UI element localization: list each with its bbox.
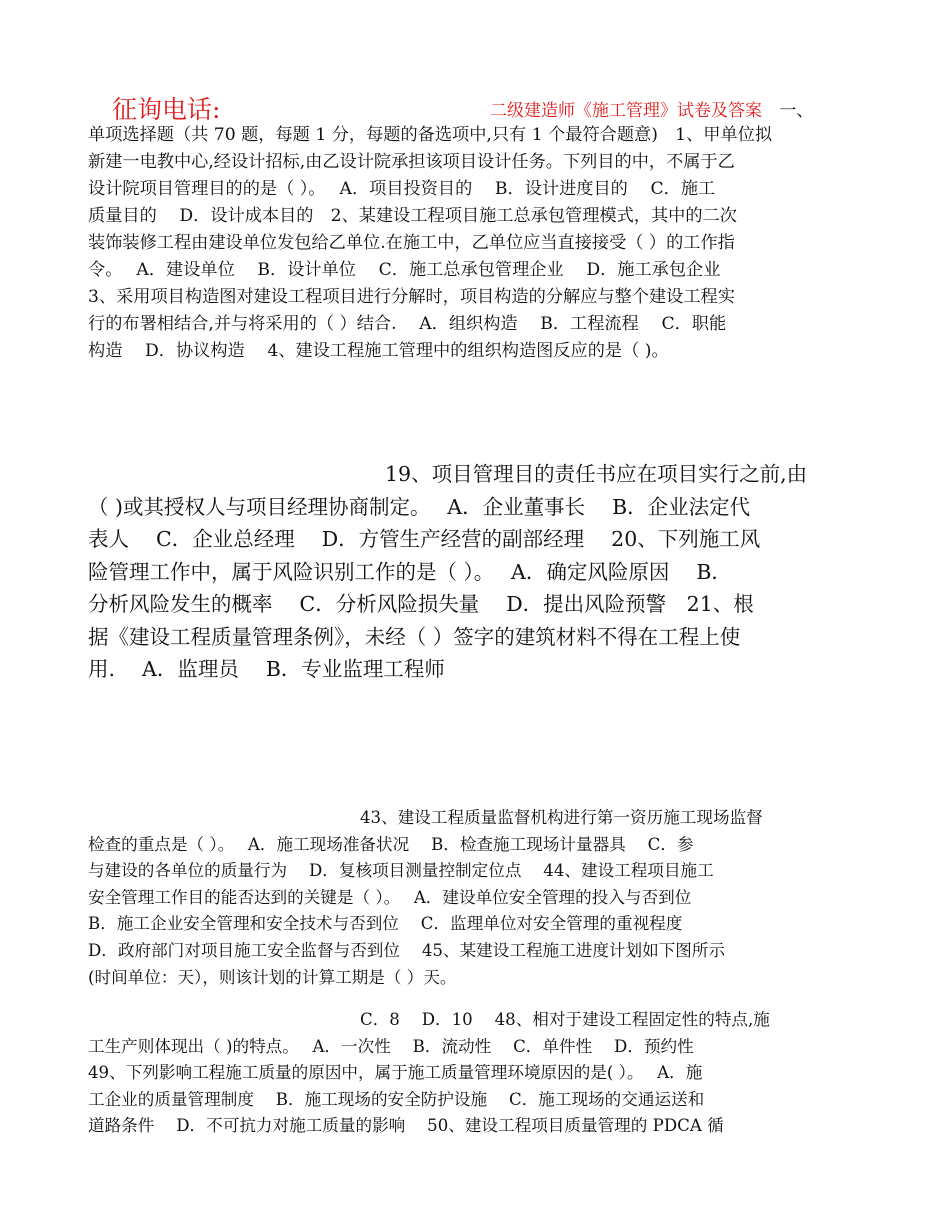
question-block-1 [88, 122, 858, 365]
text-line: C．8 D．10 48、相对于建设工程固定性的特点,施 [360, 1010, 770, 1029]
text-line: 工企业的质量管理制度 B．施工现场的安全防护设施 C．施工现场的交通运送和 [88, 1089, 705, 1109]
text-line: 构造 D．协议构造 4、建设工程施工管理中的组织构造图反应的是（ )。 [88, 341, 669, 361]
header-right-title [490, 96, 813, 121]
section-number: 一、 [779, 101, 814, 121]
text-line: 道路条件 D．不可抗力对施工质量的影响 50、建设工程项目质量管理的 PDCA 循 [88, 1116, 724, 1136]
question-block-4 [88, 1007, 858, 1140]
header-left-title: 征询电话: [112, 95, 221, 124]
text-line: 质量目的 D．设计成本目的 2、某建设工程项目施工总承包管理模式，其中的二次 [88, 206, 737, 226]
text-line: B．施工企业安全管理和安全技术与否到位 C．监理单位对安全管理的重视程度 [88, 914, 683, 934]
text-line: (时间单位：天），则该计划的计算工期是（ ）天。 [88, 967, 457, 987]
text-line: 43、建设工程质量监督机构进行第一资历施工现场监督 [360, 808, 763, 827]
text-line: 据《建设工程质量管理条例》，未经（ ）签字的建筑材料不得在工程上使 [88, 624, 741, 649]
text-line: 装饰装修工程由建设单位发包给乙单位.在施工中，乙单位应当直接接受（ ）的工作指 [88, 233, 735, 253]
text-line: 表人 C．企业总经理 D．方管生产经营的副部经理 20、下列施工风 [88, 527, 761, 551]
text-line: 单项选择题（共 70 题，每题 1 分，每题的备选项中,只有 1 个最符合题意) 1、甲单位拟 [88, 125, 773, 145]
text-line: 令。 A．建设单位 B．设计单位 C．施工总承包管理企业 D．施工承包企业 [88, 260, 721, 280]
text-line: 行的布署相结合,并与将采用的（ ）结合. A．组织构造 B．工程流程 C．职能 [88, 314, 727, 334]
question-block-3 [88, 805, 858, 991]
text-line: 检查的重点是（ ）。 A．施工现场准备状况 B．检查施工现场计量器具 C．参 [88, 834, 694, 854]
text-line: 用. A．监理员 B．专业监理工程师 [88, 657, 445, 681]
text-line: D．政府部门对项目施工安全监督与否到位 45、某建设工程施工进度计划如下图所示 [88, 940, 726, 960]
text-line: 3、采用项目构造图对建设工程项目进行分解时，项目构造的分解应与整个建设工程实 [88, 287, 735, 307]
exam-title: 二级建造师《施工管理》试卷及答案 [490, 101, 762, 121]
text-line: 49、下列影响工程施工质量的原因中，属于施工质量管理环境原因的是( ）。 A．施 [88, 1063, 703, 1083]
text-line: 新建一电教中心,经设计招标,由乙设计院承担该项目设计任务。下列目的中，不属于乙 [88, 152, 735, 172]
text-line: 分析风险发生的概率 C．分析风险损失量 D．提出风险预警 21、根 [88, 592, 754, 616]
text-line: 安全管理工作目的能否达到的关键是（ ）。 A．建设单位安全管理的投入与否到位 [88, 887, 692, 907]
text-line: 19、项目管理目的责任书应在项目实行之前,由 [385, 462, 808, 486]
text-line: 与建设的各单位的质量行为 D．复核项目测量控制定位点 44、建设工程项目施工 [88, 861, 714, 881]
text-line: 工生产则体现出（ )的特点。 A．一次性 B．流动性 C．单件性 D．预约性 [88, 1036, 694, 1056]
text-line: 设计院项目管理目的的是（ ）。 A．项目投资目的 B．设计进度目的 C．施工 [88, 179, 716, 199]
text-line: （ )或其授权人与项目经理协商制定。 A．企业董事长 B．企业法定代 [88, 494, 751, 519]
text-line: 险管理工作中，属于风险识别工作的是（ ）。 A．确定风险原因 B． [88, 559, 732, 584]
question-block-2 [88, 458, 858, 686]
